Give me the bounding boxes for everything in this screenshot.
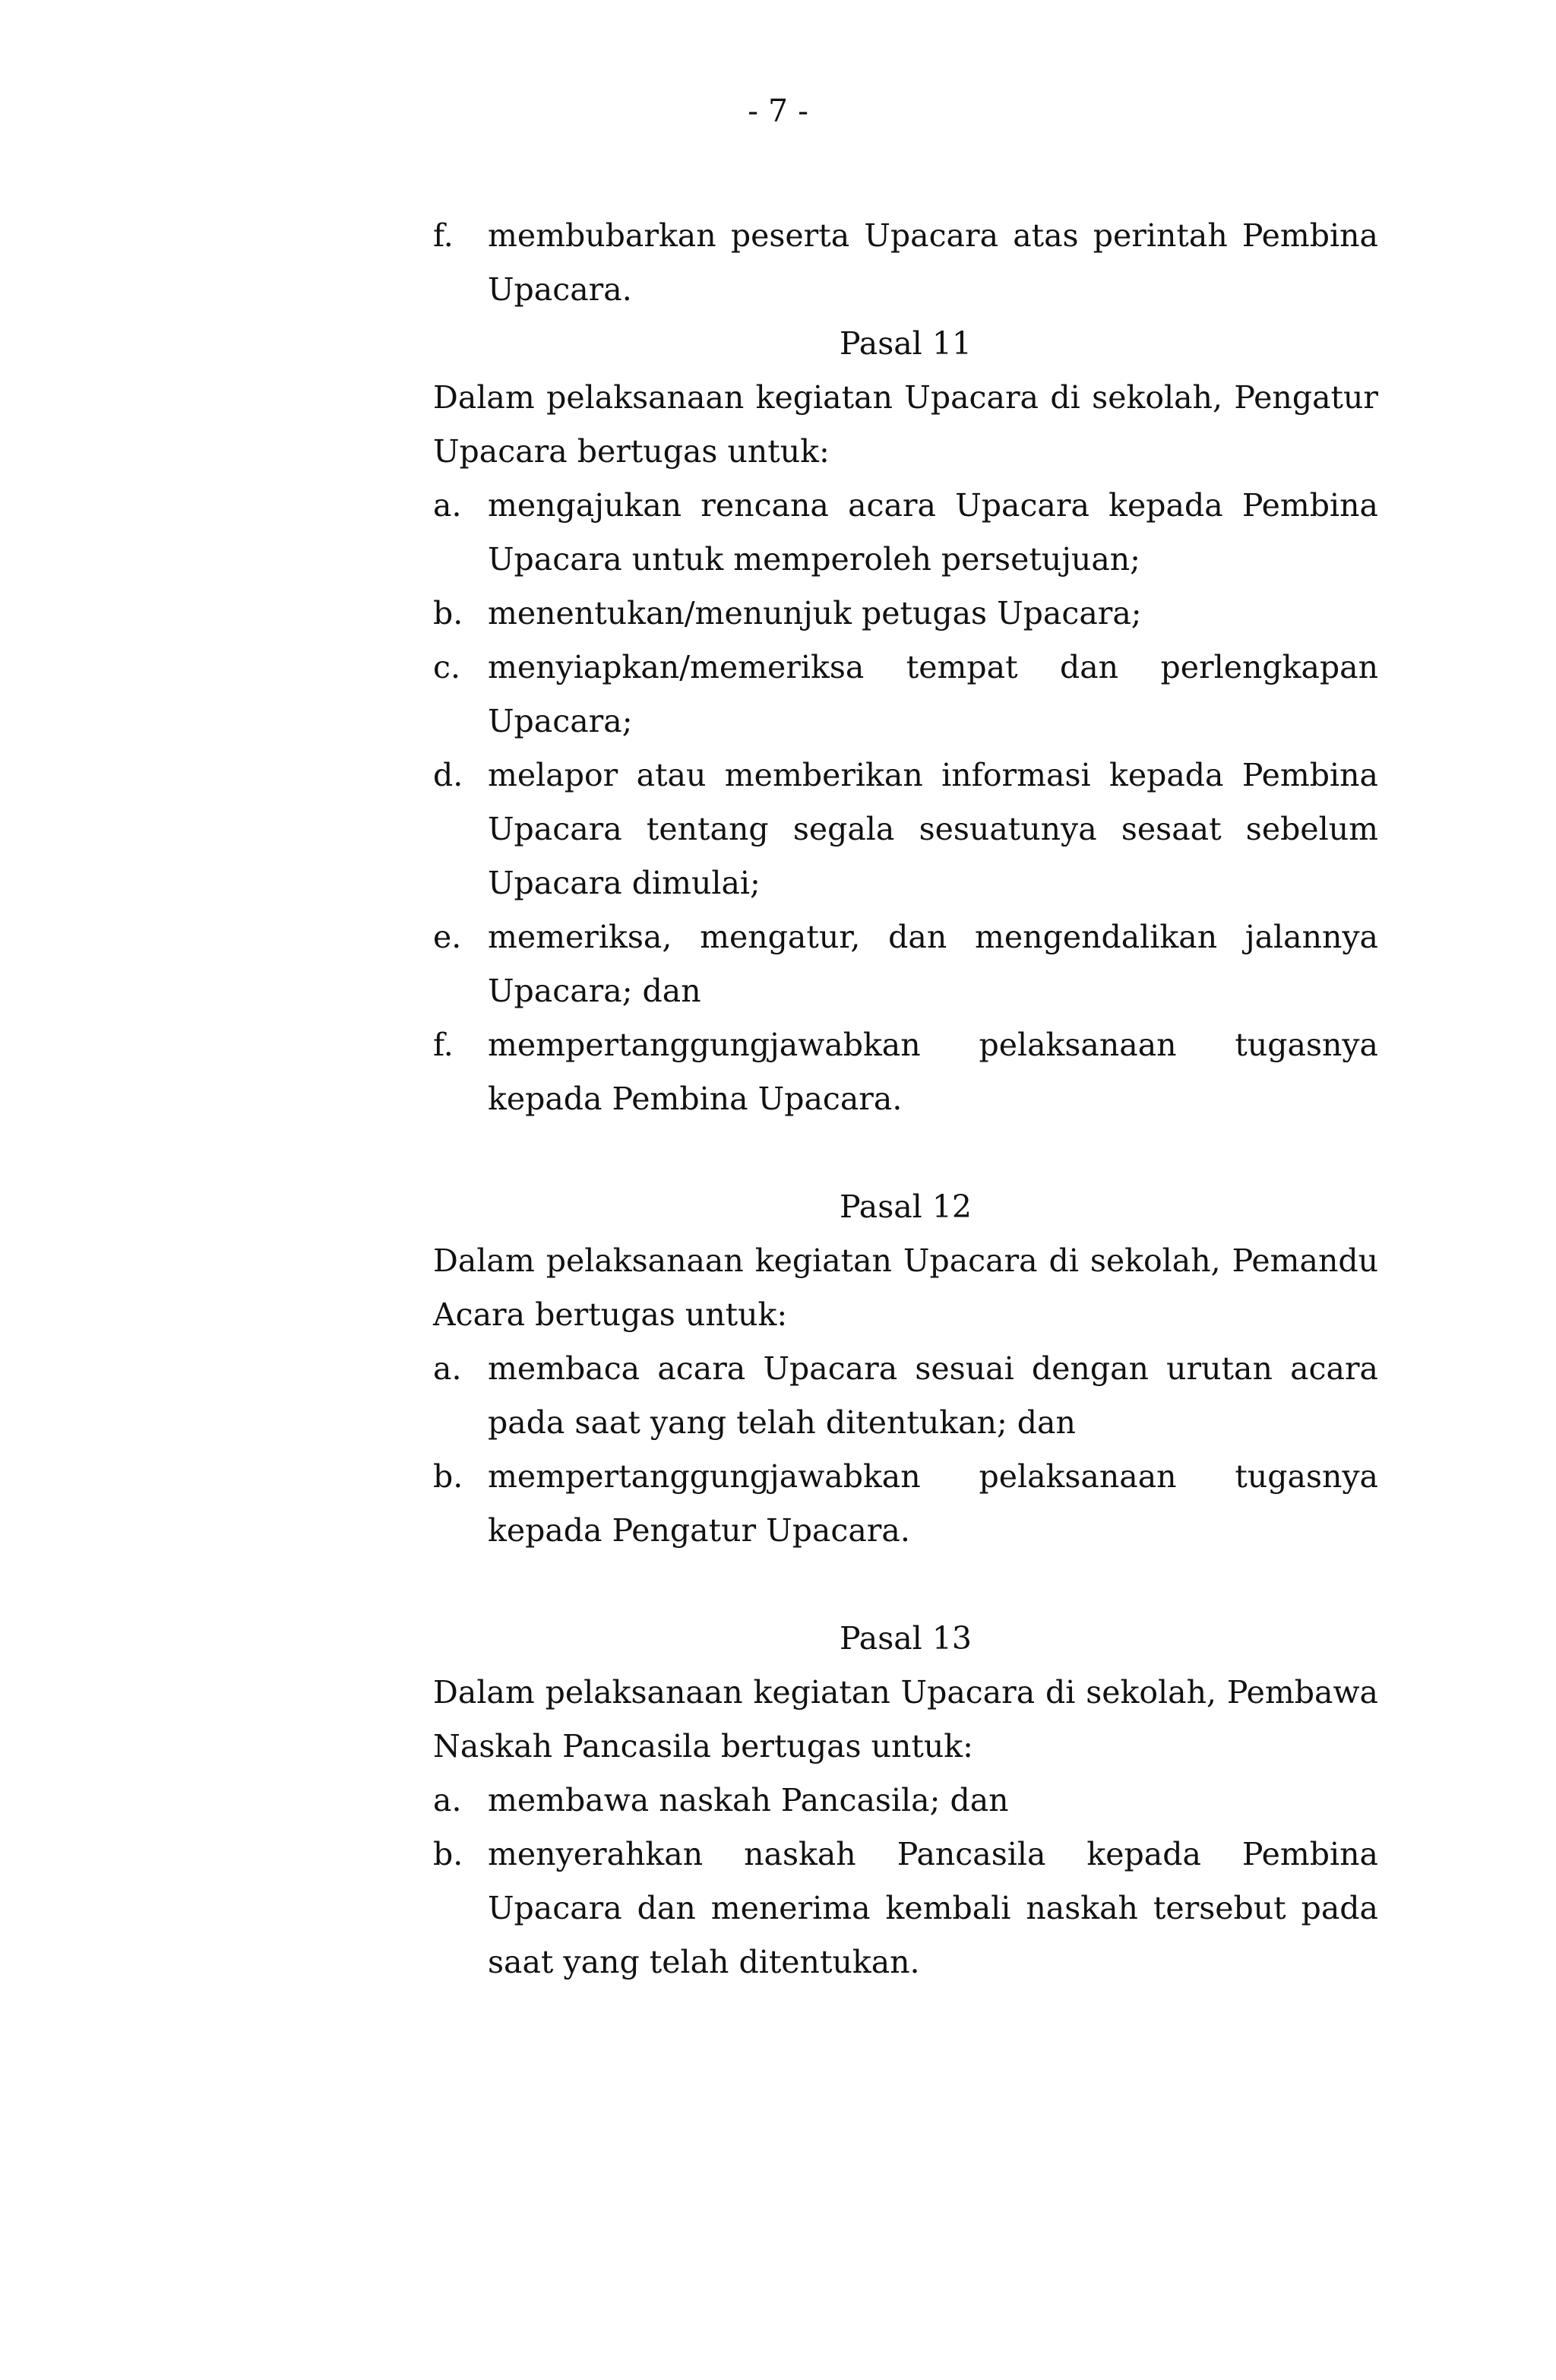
- section-spacer: [433, 1126, 1378, 1180]
- list-item: [433, 209, 1378, 317]
- list-item-text: memeriksa, mengatur, dan mengendalikan jalannya Upacara; dan: [488, 919, 1378, 1009]
- section-heading: Pasal 11: [840, 325, 972, 362]
- list-item: [433, 1774, 1378, 1828]
- list-marker: e.: [433, 919, 462, 955]
- list-item-text: mengajukan rencana acara Upacara kepada Pembina Upacara untuk memperoleh persetujuan;: [488, 487, 1378, 578]
- list-item-text: melapor atau memberikan informasi kepada Pembina Upacara tentang segala sesuatunya sesaat sebelum Upacara dimulai;: [488, 757, 1378, 901]
- list-marker: a.: [433, 1782, 462, 1818]
- list-marker: a.: [433, 1350, 462, 1387]
- section-intro: Dalam pelaksanaan kegiatan Upacara di sekolah, Pemandu Acara bertugas untuk:: [433, 1242, 1378, 1333]
- list-marker: a.: [433, 487, 462, 524]
- list-marker: b.: [433, 1458, 463, 1495]
- section-intro: Dalam pelaksanaan kegiatan Upacara di sekolah, Pembawa Naskah Pancasila bertugas untuk:: [433, 1674, 1378, 1764]
- section-pasal-12: [433, 1180, 1378, 1558]
- section-pasal-13: [433, 1612, 1378, 1989]
- list-item: [433, 1828, 1378, 1989]
- section-intro: Dalam pelaksanaan kegiatan Upacara di sekolah, Pengatur Upacara bertugas untuk:: [433, 379, 1378, 470]
- section-pasal-11: [433, 317, 1378, 1126]
- list-item: [433, 1450, 1378, 1558]
- list-item: [433, 1018, 1378, 1126]
- list-marker: f.: [433, 217, 454, 254]
- section-spacer: [433, 1558, 1378, 1612]
- list-marker: d.: [433, 757, 463, 793]
- list-item-text: membawa naskah Pancasila; dan: [488, 1782, 1009, 1818]
- list-item-text: membaca acara Upacara sesuai dengan urutan acara pada saat yang telah ditentukan; dan: [488, 1350, 1378, 1441]
- list-item: [433, 1342, 1378, 1450]
- list-item: [433, 641, 1378, 748]
- page-number: - 7 -: [748, 93, 808, 129]
- list-marker: b.: [433, 595, 463, 631]
- list-marker: c.: [433, 649, 460, 685]
- list-marker: b.: [433, 1836, 463, 1872]
- list-item: [433, 748, 1378, 910]
- list-item-text: membubarkan peserta Upacara atas perintah Pembina Upacara.: [488, 217, 1378, 308]
- list-item-text: menyerahkan naskah Pancasila kepada Pembina Upacara dan menerima kembali naskah tersebut pada saat yang telah ditentukan.: [488, 1836, 1378, 1980]
- section-heading: Pasal 13: [840, 1620, 972, 1657]
- list-item-text: menyiapkan/memeriksa tempat dan perlengkapan Upacara;: [488, 649, 1378, 739]
- list-item-text: menentukan/menunjuk petugas Upacara;: [488, 595, 1142, 631]
- list-item-text: mempertanggungjawabkan pelaksanaan tugasnya kepada Pengatur Upacara.: [488, 1458, 1378, 1549]
- list-item-text: mempertanggungjawabkan pelaksanaan tugasnya kepada Pembina Upacara.: [488, 1027, 1378, 1117]
- list-marker: f.: [433, 1027, 454, 1063]
- document-body: [433, 209, 1378, 1989]
- list-item: [433, 910, 1378, 1018]
- list-item: [433, 479, 1378, 587]
- list-item: [433, 587, 1378, 641]
- section-heading: Pasal 12: [840, 1188, 972, 1225]
